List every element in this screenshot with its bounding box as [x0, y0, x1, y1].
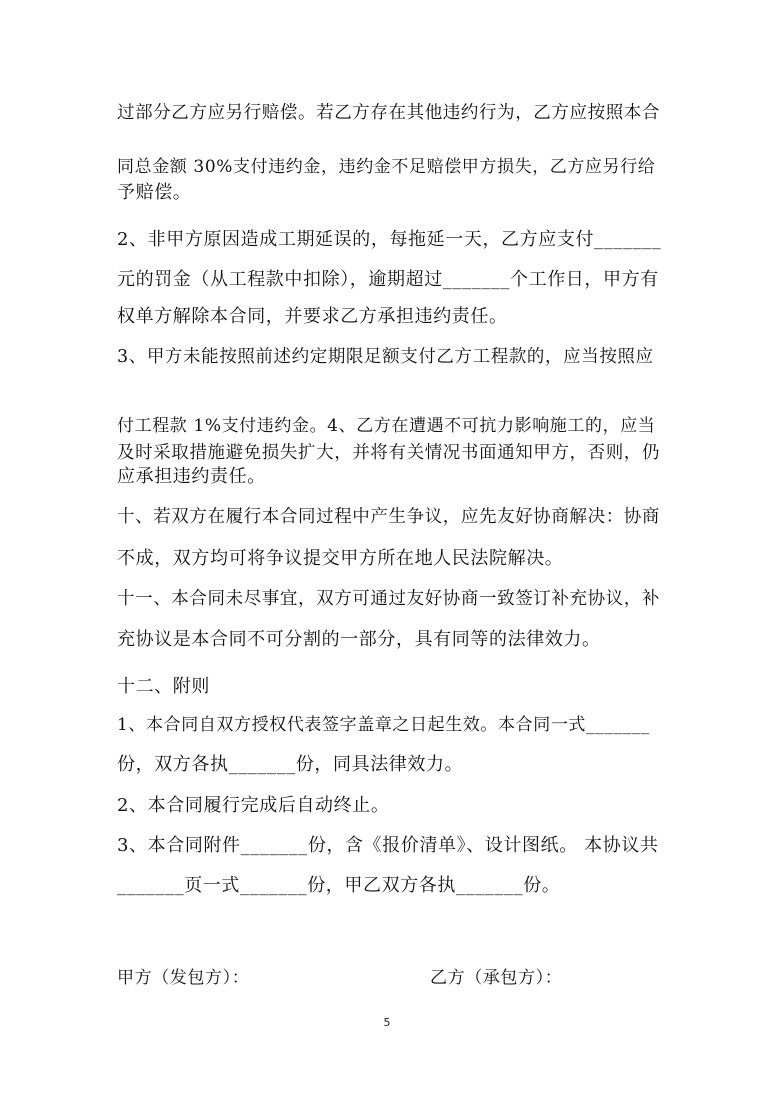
text-line: _______页一式_______份，甲乙双方各执_______份。 — [117, 875, 561, 896]
text-line: 3、甲方未能按照前述约定期限足额支付乙方工程款的，应当按照应 — [117, 347, 654, 367]
text-line: 份，双方各执_______份，同具法律效力。 — [117, 754, 464, 775]
text-line: 同总金额 30%支付违约金，违约金不足赔偿甲方损失，乙方应另行给 — [117, 157, 656, 177]
text-line: 3、本合同附件_______份，含《报价清单》、设计图纸。 本协议共 — [117, 835, 659, 856]
page-number: 5 — [383, 1016, 391, 1029]
section-heading: 十二、附则 — [117, 676, 210, 697]
text-line: 2、非甲方原因造成工期延误的，每拖延一天，乙方应支付_______ — [117, 229, 662, 250]
text-line: 权单方解除本合同，并要求乙方承担违约责任。 — [117, 306, 508, 327]
text-line: 元的罚金（从工程款中扣除），逾期超过_______个工作日，甲方有 — [117, 269, 659, 290]
signature-party-b: 乙方（承包方）： — [430, 968, 563, 988]
text-line: 予赔偿。 — [117, 182, 192, 203]
text-line: 十、若双方在履行本合同过程中产生争议，应先友好协商解决：协商 — [117, 507, 660, 527]
text-line: 充协议是本合同不可分割的一部分，具有同等的法律效力。 — [117, 629, 601, 650]
text-line: 不成，双方均可将争议提交甲方所在地人民法院解决。 — [117, 548, 564, 569]
text-line: 付工程款 1%支付违约金。4、乙方在遭遇不可抗力影响施工的，应当 — [117, 416, 656, 436]
text-line: 2、本合同履行完成后自动终止。 — [117, 795, 390, 816]
text-line: 十一、本合同未尽事宜，双方可通过友好协商一致签订补充协议，补 — [117, 589, 660, 609]
text-line: 应承担违约责任。 — [117, 466, 266, 487]
text-line: 过部分乙方应另行赔偿。若乙方存在其他违约行为，乙方应按照本合 — [117, 103, 660, 123]
text-line: 1、本合同自双方授权代表签字盖章之日起生效。本合同一式_______ — [117, 715, 650, 735]
signature-party-a: 甲方（发包方）： — [117, 968, 250, 988]
text-line: 及时采取措施避免损失扩大，并将有关情况书面通知甲方，否则，仍 — [117, 443, 660, 463]
